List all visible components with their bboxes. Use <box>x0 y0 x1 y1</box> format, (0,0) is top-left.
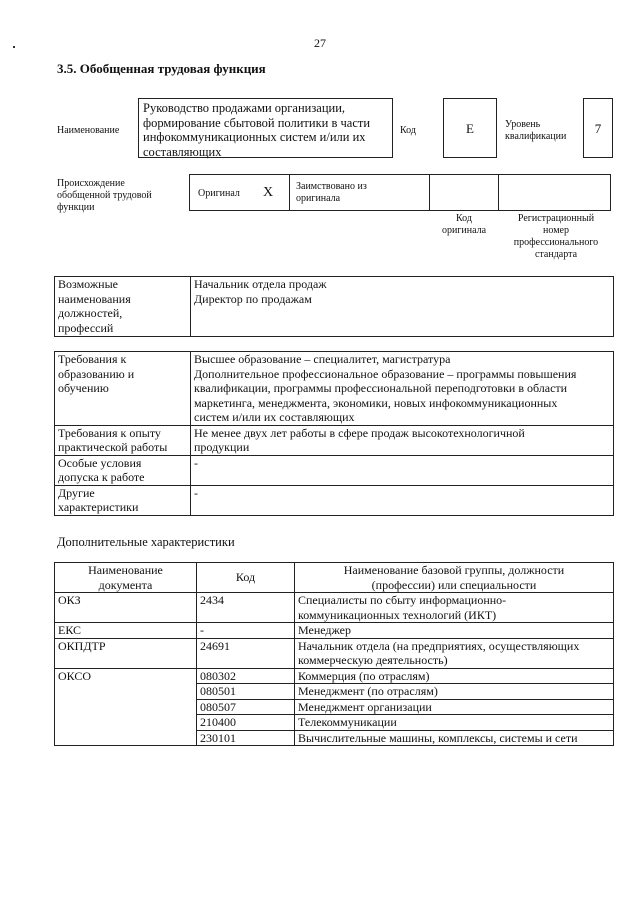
name-cell: Менеджмент (по отраслям) <box>295 684 614 700</box>
experience-label-line: практической работы <box>58 440 168 454</box>
positions-row <box>55 277 614 337</box>
header-name-cell <box>295 563 614 593</box>
additional-table <box>54 562 614 746</box>
kod-originala-caption <box>429 213 499 237</box>
positions-label-cell <box>55 277 191 337</box>
kod-value: E <box>466 121 474 136</box>
experience-label-cell <box>55 425 191 455</box>
original-mark: X <box>263 185 274 200</box>
positions-table <box>54 276 614 337</box>
other-label-cell <box>55 485 191 515</box>
education-value-line: Высшее образование – специалитет, магистратура <box>194 352 451 366</box>
code-cell: 230101 <box>197 730 295 746</box>
table-row <box>55 668 614 684</box>
origin-label-line: функции <box>57 202 95 213</box>
reg-number-cell <box>498 174 611 211</box>
borrowed-cell <box>289 174 430 211</box>
special-value-cell: - <box>191 455 614 485</box>
name-cell: Менеджер <box>295 623 614 639</box>
borrowed-label-line: Заимствовано из <box>296 181 367 192</box>
name-cell <box>295 638 614 668</box>
other-value-cell: - <box>191 485 614 515</box>
header-name-line: (профессии) или специальности <box>371 577 537 592</box>
reg-caption-line: профессионального <box>513 237 599 248</box>
education-row <box>55 352 614 426</box>
education-value-line: Дополнительное профессиональное образование – программы повышения <box>194 366 577 381</box>
original-label: Оригинал <box>198 188 240 199</box>
origin-label-line: обобщенной трудовой <box>57 190 152 201</box>
education-value-cell <box>191 352 614 426</box>
experience-row <box>55 425 614 455</box>
education-label-line: обучению <box>58 381 109 395</box>
doc-cell: ОКСО <box>55 668 197 746</box>
name-line: Начальник отдела (на предприятиях, осуществляющих <box>298 638 580 653</box>
position-item: Директор по продажам <box>194 291 312 306</box>
special-label-cell <box>55 455 191 485</box>
name-cell <box>295 593 614 623</box>
other-characteristics-row <box>55 485 614 515</box>
other-label-line: Другие <box>58 485 95 500</box>
code-cell: 210400 <box>197 715 295 731</box>
borrowed-label <box>296 181 367 205</box>
kod-value-box <box>443 98 497 158</box>
kod-originala-cell <box>429 174 499 211</box>
education-value-line: маркетинга, менеджмента, экономики, новых инфокоммуникационных <box>194 395 558 410</box>
special-conditions-row <box>55 455 614 485</box>
name-cell: Вычислительные машины, комплексы, системы и сети <box>295 730 614 746</box>
level-label <box>505 119 566 143</box>
code-cell: 080507 <box>197 699 295 715</box>
positions-label-line: Возможные <box>58 277 118 291</box>
page-number: 27 <box>314 36 326 50</box>
experience-label-line: Требования к опыту <box>58 425 161 440</box>
doc-cell: ЕКС <box>55 623 197 639</box>
kod-originala-line: Код <box>456 213 472 224</box>
education-label-cell <box>55 352 191 426</box>
function-name-text: Руководство продажами организации, формирование сбытовой политики в части инфокоммуникационных систем и/или их составляющих <box>143 101 371 159</box>
positions-label-line: наименования <box>58 291 131 306</box>
original-cell <box>189 174 290 211</box>
table-row <box>55 593 614 623</box>
name-line: Специалисты по сбыту информационно- <box>298 593 507 607</box>
code-cell: 080302 <box>197 668 295 684</box>
additional-header-row <box>55 563 614 593</box>
header-name-line: Наименование базовой группы, должности <box>343 563 565 577</box>
doc-cell: ОКЗ <box>55 593 197 623</box>
origin-label <box>57 178 152 214</box>
positions-label-line: профессий <box>58 320 114 335</box>
experience-value-line: продукции <box>194 440 250 454</box>
function-name-box <box>138 98 393 158</box>
table-row <box>55 623 614 639</box>
code-cell: 080501 <box>197 684 295 700</box>
special-label-line: допуска к работе <box>58 470 145 484</box>
header-doc-line: Наименование <box>88 563 163 577</box>
positions-value-cell <box>191 277 614 337</box>
position-item: Начальник отдела продаж <box>194 277 327 291</box>
other-label-line: характеристики <box>58 500 139 514</box>
name-line: коммуникационных технологий (ИКТ) <box>298 607 497 622</box>
education-label-line: Требования к <box>58 352 127 366</box>
education-value-line: квалификации, программы профессиональной переподготовки в области <box>194 381 568 395</box>
doc-cell: ОКПДТР <box>55 638 197 668</box>
kod-originala-line: оригинала <box>441 225 487 236</box>
level-value: 7 <box>594 121 602 136</box>
additional-title: Дополнительные характеристики <box>57 535 235 549</box>
header-code-cell: Код <box>197 563 295 593</box>
reg-caption-line: Регистрационный <box>517 213 595 224</box>
name-cell: Коммерция (по отраслям) <box>295 668 614 684</box>
reg-caption-line: стандарта <box>534 249 578 260</box>
education-value-line: систем и/или их составляющих <box>194 410 355 424</box>
reg-caption-line: номер <box>543 225 569 236</box>
requirements-table <box>54 351 614 516</box>
naimenovanie-label: Наименование <box>57 125 120 136</box>
level-value-box <box>583 98 613 158</box>
experience-value-cell <box>191 425 614 455</box>
borrowed-label-line: оригинала <box>296 193 341 204</box>
experience-value-line: Не менее двух лет работы в сфере продаж высокотехнологичной <box>194 425 525 440</box>
section-title: 3.5. Обобщенная трудовая функция <box>57 61 266 76</box>
name-cell: Телекоммуникации <box>295 715 614 731</box>
special-label-line: Особые условия <box>58 455 142 470</box>
code-cell: 2434 <box>197 593 295 623</box>
positions-label-line: должностей, <box>58 306 123 320</box>
table-row <box>55 638 614 668</box>
name-line: коммерческую деятельность) <box>298 653 448 667</box>
code-cell: 24691 <box>197 638 295 668</box>
header-doc-cell <box>55 563 197 593</box>
origin-label-line: Происхождение <box>57 178 125 189</box>
education-label-line: образованию и <box>58 366 135 381</box>
code-cell: - <box>197 623 295 639</box>
header-doc-line: документа <box>98 577 153 592</box>
reg-number-caption <box>501 213 611 261</box>
level-label-line: Уровень <box>505 119 541 130</box>
level-label-line: квалификации <box>505 131 567 142</box>
name-cell: Менеджмент организации <box>295 699 614 715</box>
kod-label: Код <box>400 125 416 136</box>
